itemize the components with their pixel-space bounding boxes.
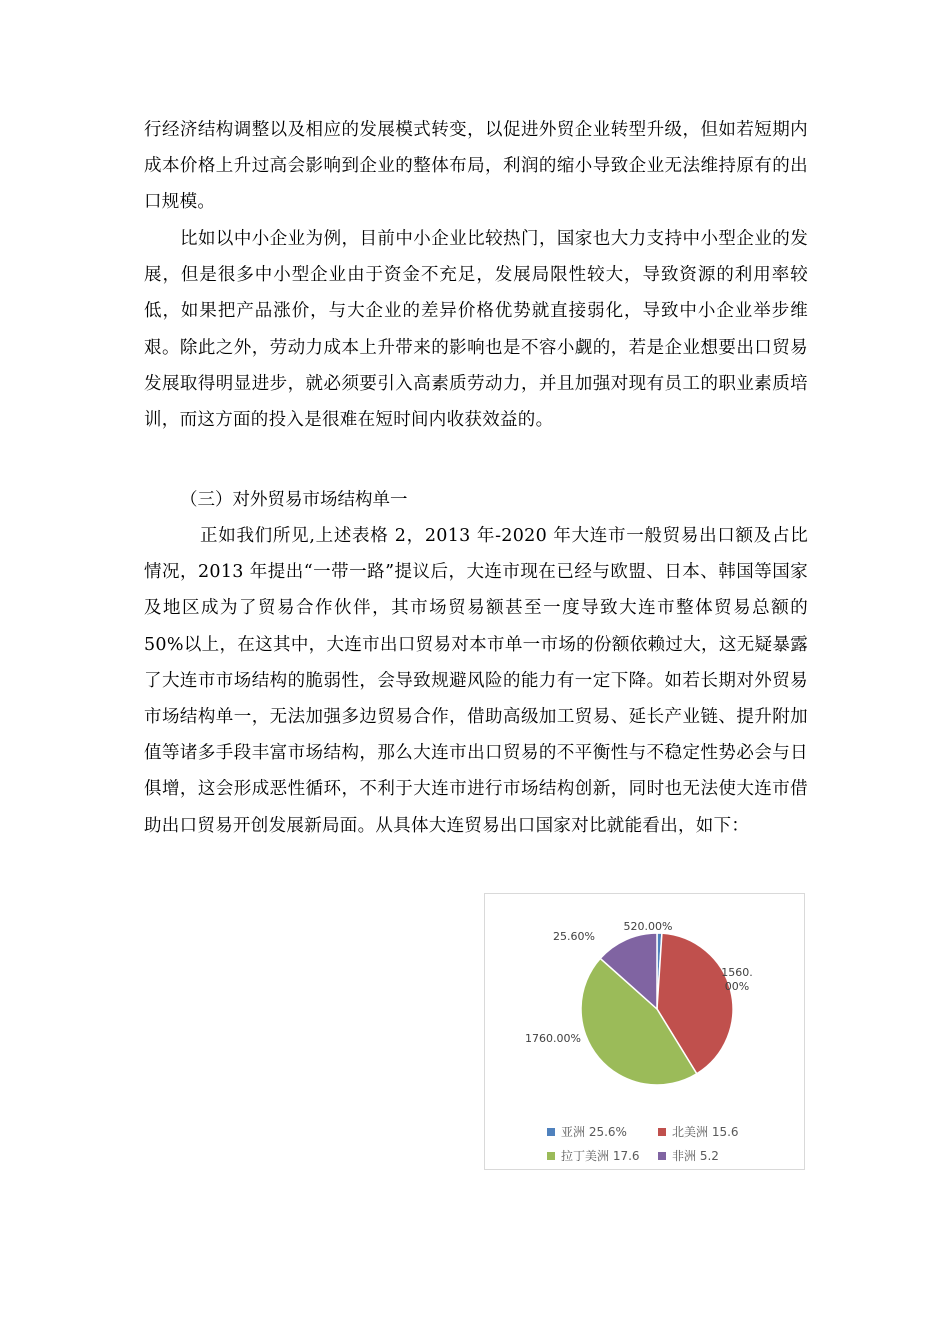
- legend-item-north-america: [658, 1123, 739, 1140]
- pie-chart: [484, 893, 805, 1170]
- legend-item-africa: [658, 1147, 719, 1164]
- paragraph-3: 正如我们所见,上述表格 2，2013 年-2020 年大连市一般贸易出口额及占比情况，2013 年提出“一带一路”提议后，大连市现在已经与欧盟、日本、韩国等国家及地区成为了贸易合作伙伴，其市场贸易额甚至一度导致大连市整体贸易总额的 50%以上，在这其中，大连市出口贸易对本市单一市场的份额依赖过大，这无疑暴露了大连市市场结构的脆弱性，会导致规避风险的能力有一定下降。如若长期对外贸易市场结构单一，无法加强多边贸易合作，借助高级加工贸易、延长产业链、提升附加值等诸多手段丰富市场结构，那么大连市出口贸易的不平衡性与不稳定性势必会与日俱增，这会形成恶性循环，不利于大连市进行市场结构创新，同时也无法使大连市借助出口贸易开创发展新局面。从具体大连贸易出口国家对比就能看出，如下：: [144, 526, 808, 836]
- legend-swatch-asia: [547, 1128, 555, 1136]
- legend-swatch-north-america: [658, 1128, 666, 1136]
- data-label-north-america: 1560. 00%: [721, 966, 753, 993]
- legend-label-north-america: 北美洲 15.6: [672, 1125, 739, 1139]
- legend-label-africa: 非洲 5.2: [672, 1149, 719, 1163]
- pie-chart-svg: [485, 894, 806, 1171]
- section-heading: （三）对外贸易市场结构单一: [180, 490, 408, 510]
- data-label-latin-america: 1760.00%: [525, 1032, 581, 1045]
- data-label-africa: 520.00%: [623, 920, 673, 933]
- paragraph-2: 比如以中小企业为例，目前中小企业比较热门，国家也大力支持中小型企业的发展，但是很多中小型企业由于资金不充足，发展局限性较大，导致资源的利用率较低，如果把产品涨价，与大企业的差异价格优势就直接弱化，导致中小企业举步维艰。除此之外，劳动力成本上升带来的影响也是不容小觑的，若是企业想要出口贸易发展取得明显进步，就必须要引入高素质劳动力，并且加强对现有员工的职业素质培训，而这方面的投入是很难在短时间内收获效益的。: [144, 229, 808, 431]
- data-label-extra: 25.60%: [553, 930, 595, 943]
- legend-label-asia: 亚洲 25.6%: [561, 1125, 627, 1139]
- legend-item-latin-america: [547, 1147, 640, 1164]
- legend-swatch-latin-america: [547, 1152, 555, 1160]
- legend-swatch-africa: [658, 1152, 666, 1160]
- paragraph-1: 行经济结构调整以及相应的发展模式转变，以促进外贸企业转型升级，但如若短期内成本价格上升过高会影响到企业的整体布局，利润的缩小导致企业无法维持原有的出口规模。: [144, 120, 808, 213]
- legend-label-latin-america: 拉丁美洲 17.6: [561, 1149, 640, 1163]
- legend-item-asia: [547, 1123, 627, 1140]
